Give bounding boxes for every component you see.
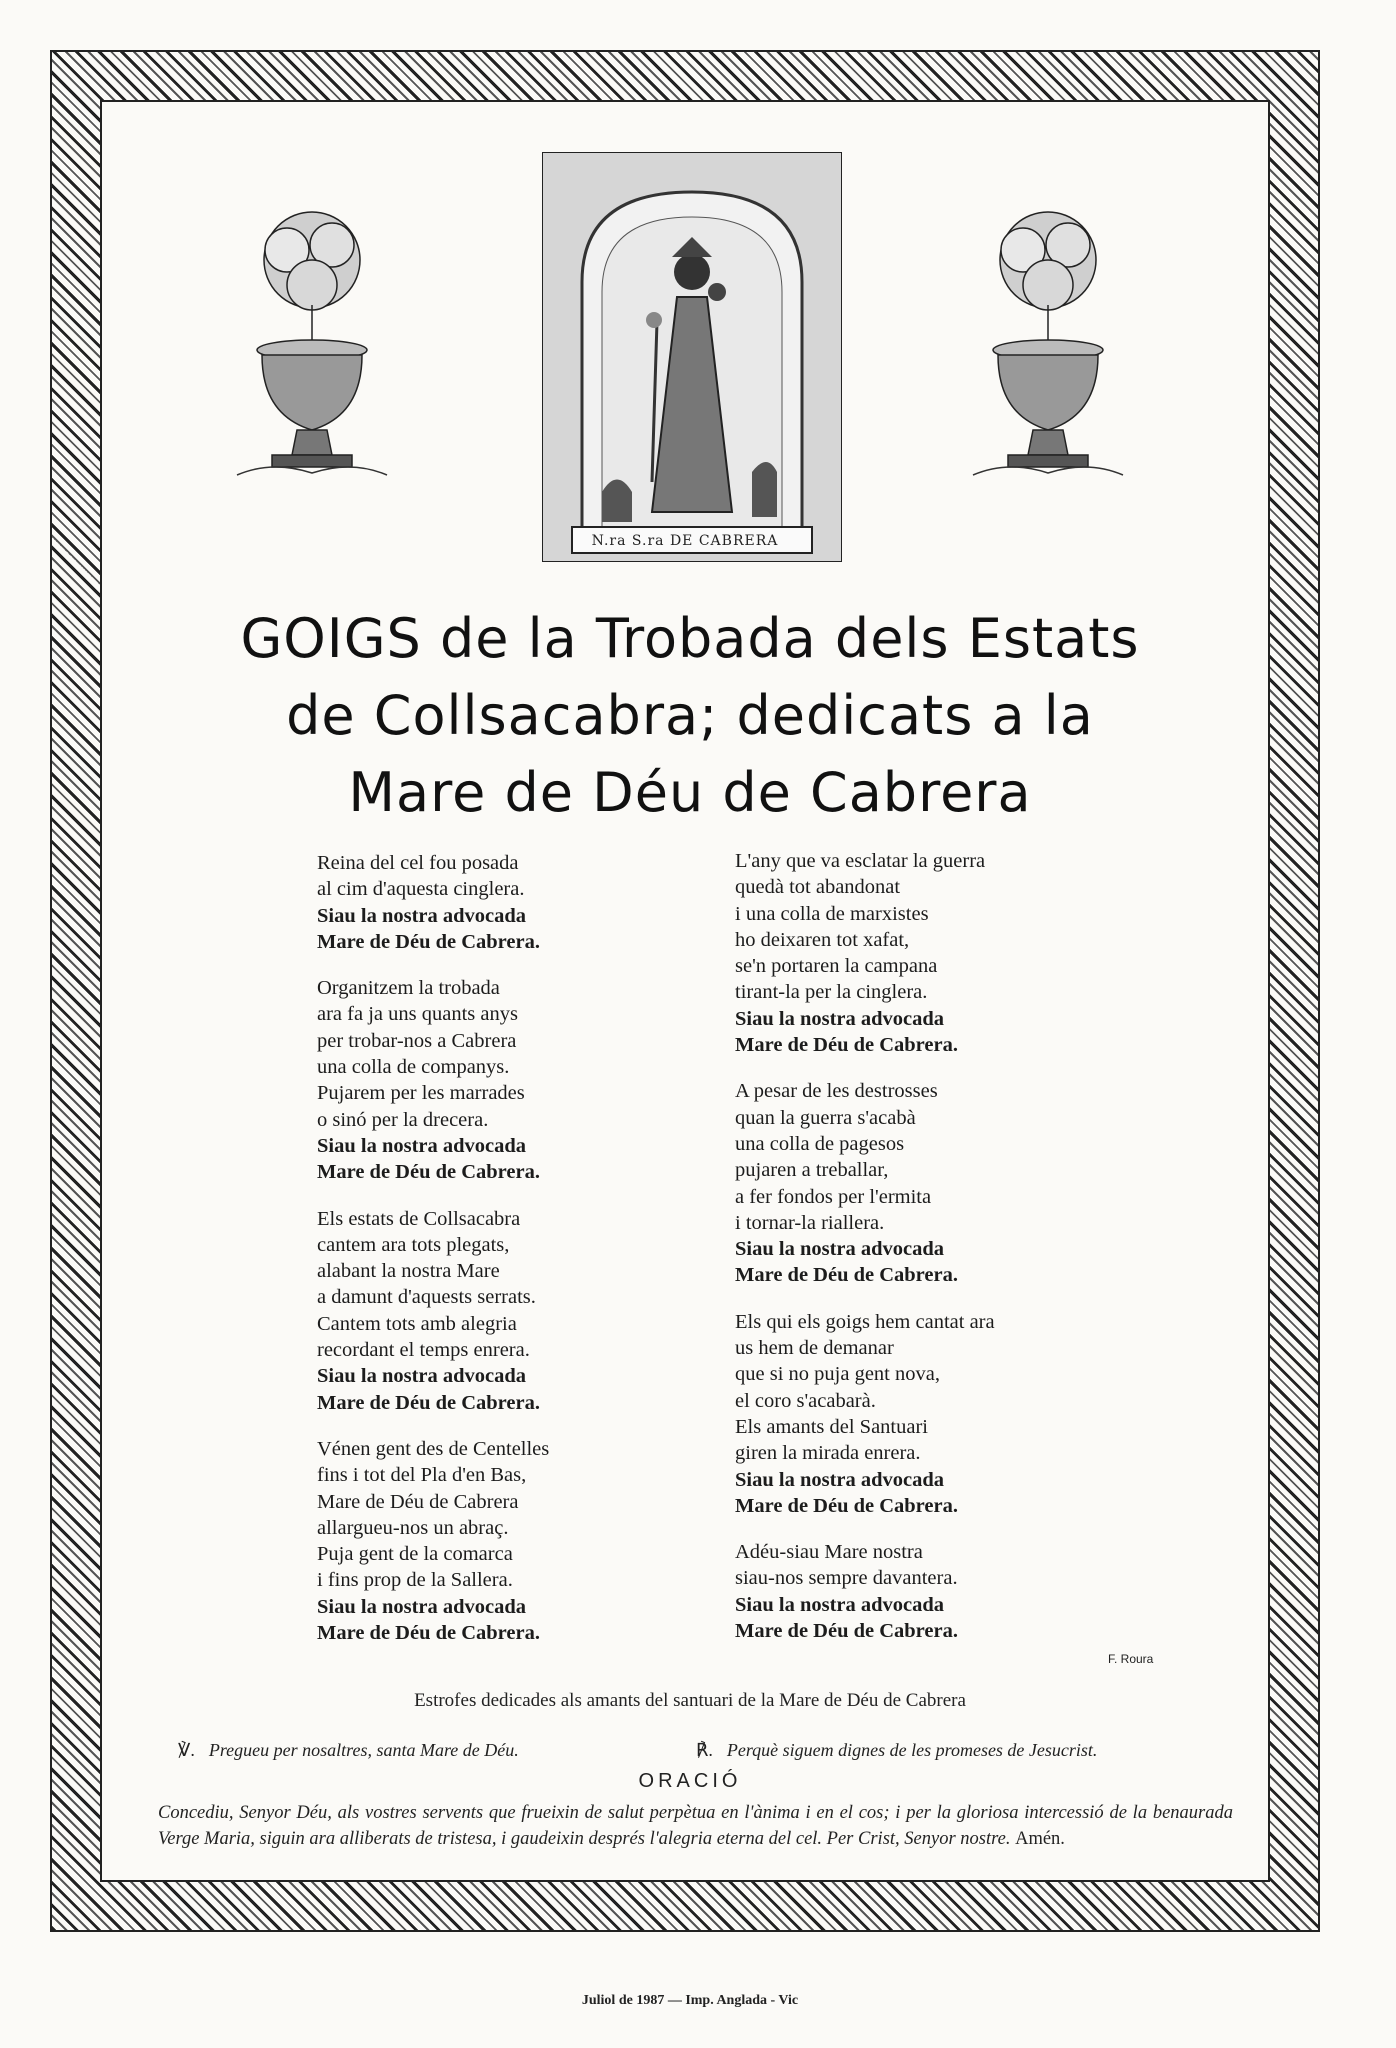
- verse-line: a fer fondos per l'ermita: [735, 1185, 932, 1208]
- refrain-line: Siau la nostra advocada: [317, 1595, 527, 1618]
- response: [696, 1740, 1097, 1761]
- verses-left-column: [317, 850, 737, 1666]
- versicle: [178, 1740, 519, 1761]
- stanza: [317, 850, 737, 955]
- virgin-of-cabrera-engraving: [542, 152, 842, 562]
- verse-line: Els estats de Collsacabra: [317, 1207, 521, 1230]
- refrain-line: Siau la nostra advocada: [735, 1468, 945, 1491]
- verse-line: a damunt d'aquests serrats.: [317, 1286, 536, 1309]
- title-line-2: de Collsacabra; dedicats a la: [286, 684, 1094, 747]
- verse-line: se'n portaren la campana: [735, 955, 938, 978]
- verse-line: i fins prop de la Sallera.: [317, 1569, 513, 1592]
- refrain-line: Mare de Déu de Cabrera.: [317, 1622, 540, 1645]
- verse-line: allargueu-nos un abraç.: [317, 1516, 509, 1539]
- verse-line: alabant la nostra Mare: [317, 1260, 500, 1283]
- stanza: [317, 1206, 737, 1416]
- verse-line: siau-nos sempre davantera.: [735, 1567, 958, 1590]
- refrain-line: Siau la nostra advocada: [317, 904, 527, 927]
- verse-line: quedà tot abandonat: [735, 876, 901, 899]
- verse-line: us hem de demanar: [735, 1337, 894, 1360]
- verse-line: i tornar-la riallera.: [735, 1211, 885, 1234]
- verse-line: al cim d'aquesta cinglera.: [317, 878, 525, 901]
- verse-line: o sinó per la drecera.: [317, 1108, 489, 1131]
- dedication-text: Estrofes dedicades als amants del santuari de la Mare de Déu de Cabrera: [414, 1690, 966, 1711]
- stanza: [735, 1309, 1155, 1519]
- refrain-line: Mare de Déu de Cabrera.: [735, 1620, 958, 1643]
- verse-line: cantem ara tots plegats,: [317, 1233, 510, 1256]
- verse-line: Mare de Déu de Cabrera: [317, 1490, 519, 1513]
- verse-line: recordant el temps enrera.: [317, 1339, 530, 1362]
- refrain-line: Mare de Déu de Cabrera.: [735, 1494, 958, 1517]
- prayer-amen: Amén.: [1015, 1829, 1065, 1849]
- printer-footer: Juliol de 1987 — Imp. Anglada - Vic: [581, 1993, 799, 2008]
- verses-right-column: [735, 848, 1155, 1664]
- verse-line: giren la mirada enrera.: [735, 1442, 921, 1465]
- verse-line: que si no puja gent nova,: [735, 1363, 940, 1386]
- refrain-line: Mare de Déu de Cabrera.: [317, 1391, 540, 1414]
- verse-line: fins i tot del Pla d'en Bas,: [317, 1464, 527, 1487]
- verse-line: Vénen gent des de Centelles: [317, 1437, 550, 1460]
- flower-vase-left-illustration: [232, 205, 392, 490]
- verse-line: quan la guerra s'acabà: [735, 1106, 916, 1129]
- title-line-1: GOIGS de la Trobada dels Estats: [240, 607, 1140, 670]
- stanza: [735, 1539, 1155, 1644]
- stanza: [735, 1078, 1155, 1288]
- verse-line: Els qui els goigs hem cantat ara: [735, 1310, 995, 1333]
- response-text: Perquè siguem dignes de les promeses de Jesucrist.: [726, 1740, 1098, 1760]
- response-symbol: ℟.: [696, 1740, 713, 1760]
- verse-line: Els amants del Santuari: [735, 1415, 928, 1438]
- verse-line: i una colla de marxistes: [735, 902, 929, 925]
- refrain-line: Mare de Déu de Cabrera.: [317, 930, 540, 953]
- refrain-line: Mare de Déu de Cabrera.: [317, 1161, 540, 1184]
- prayer-text: [158, 1800, 1233, 1852]
- verse-line: Cantem tots amb alegria: [317, 1312, 517, 1335]
- verse-line: una colla de companys.: [317, 1056, 510, 1079]
- stanza: [317, 1436, 737, 1646]
- verse-line: Puja gent de la comarca: [317, 1543, 513, 1566]
- stanza: [317, 975, 737, 1185]
- title-line-3: Mare de Déu de Cabrera: [348, 761, 1032, 824]
- refrain-line: Siau la nostra advocada: [735, 1593, 945, 1616]
- verse-line: per trobar-nos a Cabrera: [317, 1029, 517, 1052]
- page-title: [110, 600, 1270, 831]
- verse-line: tirant-la per la cinglera.: [735, 981, 928, 1004]
- verse-line: Reina del cel fou posada: [317, 852, 519, 874]
- verse-line: una colla de pagesos: [735, 1132, 905, 1155]
- refrain-line: Mare de Déu de Cabrera.: [735, 1034, 958, 1057]
- refrain-line: Siau la nostra advocada: [735, 1007, 945, 1030]
- verse-line: Adéu-siau Mare nostra: [735, 1541, 923, 1564]
- refrain-line: Siau la nostra advocada: [735, 1238, 945, 1261]
- verse-line: A pesar de les destrosses: [735, 1080, 938, 1103]
- verse-line: L'any que va esclatar la guerra: [735, 850, 986, 872]
- verse-line: pujaren a treballar,: [735, 1159, 889, 1182]
- verse-line: ara fa ja uns quants anys: [317, 1003, 518, 1026]
- versicle-symbol: ℣.: [178, 1740, 195, 1760]
- verse-line: Organitzem la trobada: [317, 977, 500, 1000]
- refrain-line: Mare de Déu de Cabrera.: [735, 1264, 958, 1287]
- verse-line: Pujarem per les marrades: [317, 1082, 525, 1105]
- prayer-body: Concediu, Senyor Déu, als vostres servents que frueixin de salut perpètua en l'ànima i en el cos; i per la gloriosa intercessió de la benaurada Verge Maria, siguin ara alliberats de tristesa, i gaudeixin després l'alegria eterna del cel. Per Crist, Senyor nostre.: [158, 1803, 1233, 1849]
- versicle-text: Pregueu per nosaltres, santa Mare de Déu.: [208, 1740, 519, 1760]
- refrain-line: Siau la nostra advocada: [317, 1134, 527, 1157]
- prayer-heading: ORACIÓ: [638, 1770, 742, 1792]
- verse-line: ho deixaren tot xafat,: [735, 928, 910, 951]
- flower-vase-right-illustration: [968, 205, 1128, 490]
- image-caption: N.ra S.ra DE CABRERA: [591, 533, 779, 549]
- stanza: [735, 848, 1155, 1058]
- author-signature: F. Roura: [1108, 1652, 1154, 1666]
- verse-line: el coro s'acabarà.: [735, 1389, 876, 1412]
- refrain-line: Siau la nostra advocada: [317, 1365, 527, 1388]
